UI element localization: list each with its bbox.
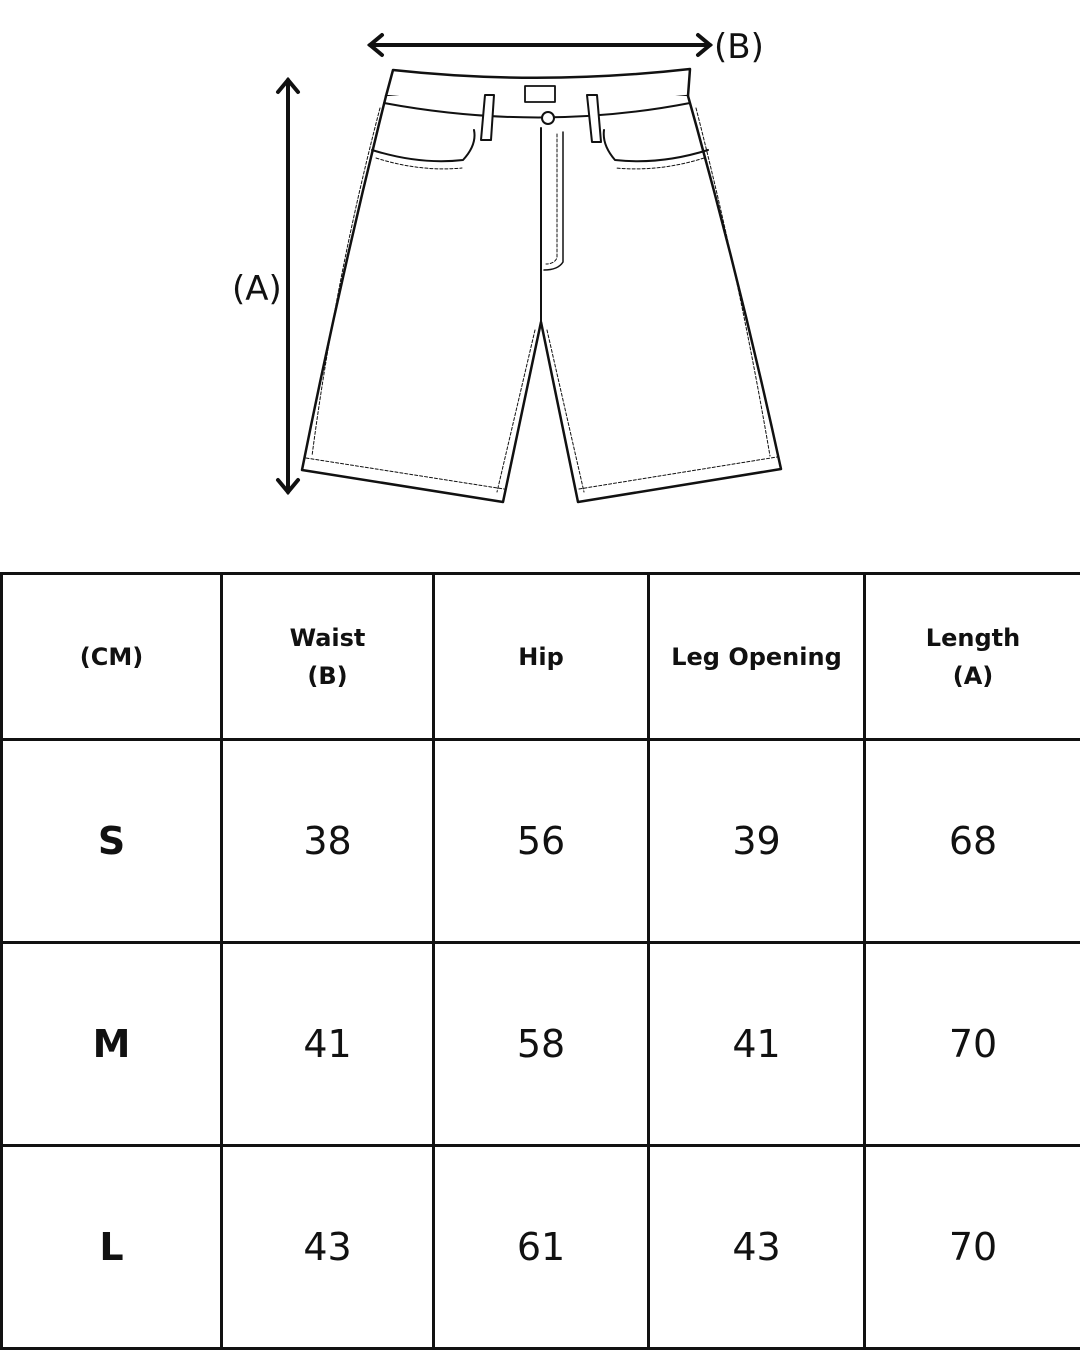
length-dimension-label: (A) [232, 269, 282, 309]
table-row [2, 1146, 1080, 1349]
length-header: Length (A) [865, 574, 1080, 740]
size-label: S [2, 740, 222, 943]
hip-value: 61 [434, 1146, 649, 1349]
leg-opening-value: 41 [649, 943, 865, 1146]
size-label: L [2, 1146, 222, 1349]
table-header-row [2, 574, 1080, 740]
length-value: 68 [865, 740, 1080, 943]
hip-header: Hip [434, 574, 649, 740]
waist-arrow-icon [370, 35, 710, 55]
waist-value: 41 [222, 943, 434, 1146]
length-value: 70 [865, 1146, 1080, 1349]
table-row [2, 943, 1080, 1146]
unit-header: (CM) [2, 574, 222, 740]
waist-value: 38 [222, 740, 434, 943]
hip-value: 58 [434, 943, 649, 1146]
leg-opening-value: 39 [649, 740, 865, 943]
size-label: M [2, 943, 222, 1146]
measurement-diagram [0, 0, 1080, 560]
leg-opening-value: 43 [649, 1146, 865, 1349]
waist-dimension-label: (B) [714, 27, 764, 67]
leg-opening-header: Leg Opening [649, 574, 865, 740]
table-row [2, 740, 1080, 943]
hip-value: 56 [434, 740, 649, 943]
length-value: 70 [865, 943, 1080, 1146]
size-chart-table [0, 572, 1080, 1350]
waist-header: Waist (B) [222, 574, 434, 740]
shorts-illustration [302, 69, 781, 502]
waist-value: 43 [222, 1146, 434, 1349]
